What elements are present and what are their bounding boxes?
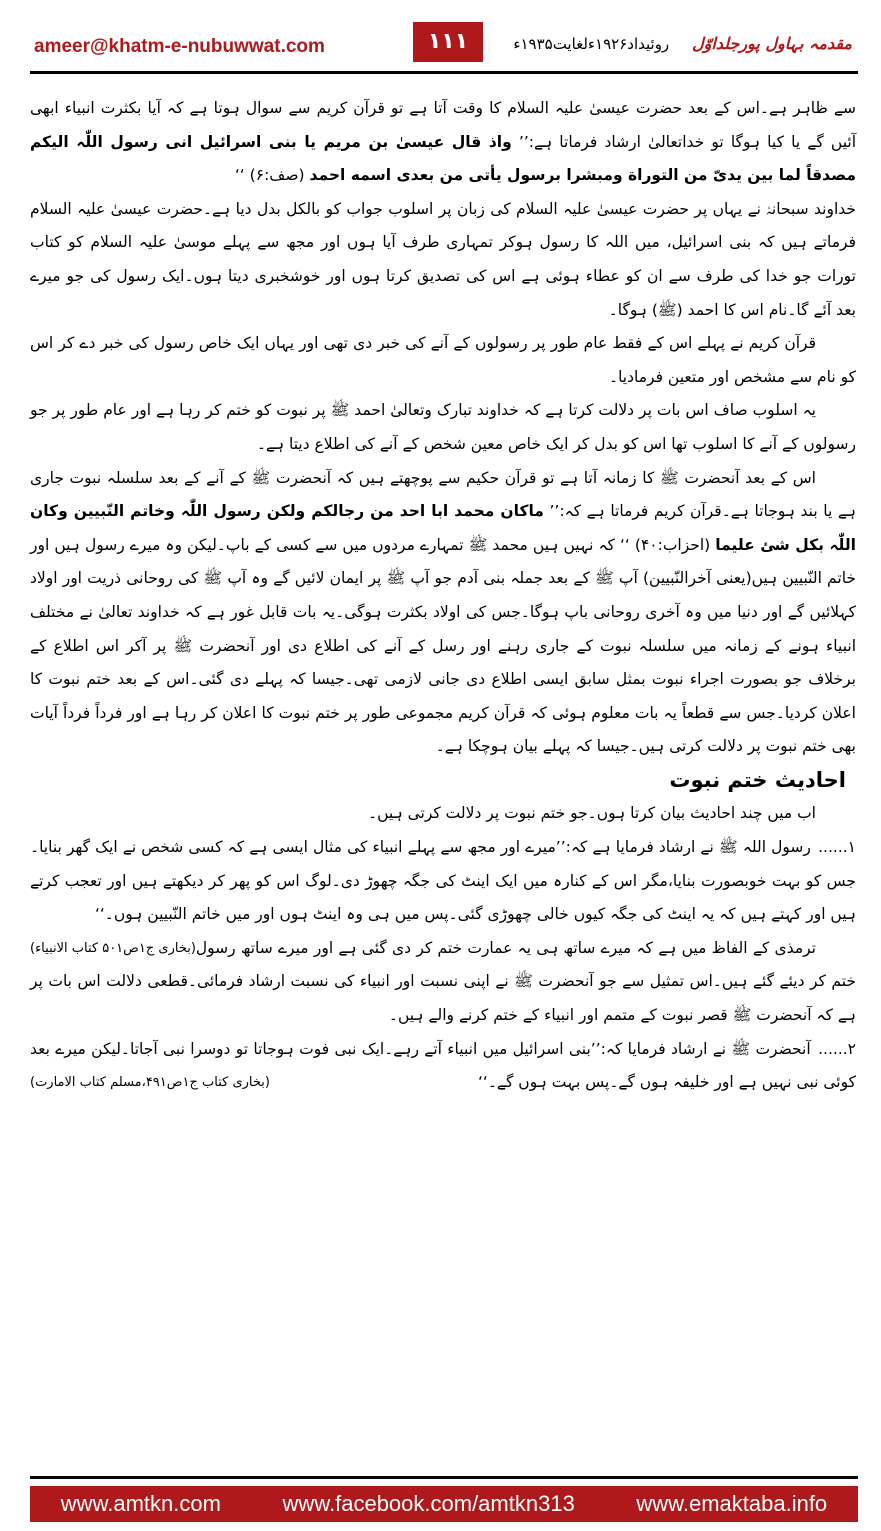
hadith-1-reference: (بخاری ج۱ص۵۰۱ کتاب الانبیاء) (30, 940, 196, 956)
paragraph-6: اب میں چند احادیث بیان کرتا ہوں۔جو ختم نبوت پر دلالت کرتی ہیں۔ (368, 804, 816, 823)
page-body (30, 92, 856, 1100)
footer-link-facebook[interactable]: www.facebook.com/amtkn313 (282, 1491, 575, 1516)
footer-bar (30, 1486, 858, 1522)
header-title-block (513, 34, 852, 53)
quran-verse-saff: واذ قال عیسیٰ بن مریم یا بنی اسرائیل انی رسول اللّٰہ الیکم مصدقاً لما بین یدیّ من التوراة ومبشرا برسول یأتی من بعدی اسمه احمد (30, 132, 856, 185)
paragraph-7: ترمذی کے الفاظ میں ہے کہ میرے ساتھ ہی یہ عمارت ختم کر دی گئی ہے اور میرے ساتھ رسول ختم کر دیئے گئے ہیں۔اس تمثیل سے جو آنحضرت ﷺ نے اپنی نسبت اور انبیاء کی نسبت ارشاد فرمائی۔قطعی دلالت اس بات پر ہے کہ آنحضرت ﷺ قصر نبوت کے متمم اور انبیاء کے ختم کرنے والے ہیں۔ (30, 938, 856, 1025)
hadith-2-reference: (بخاری کتاب ج۱ص۴۹۱،مسلم کتاب الامارت) (30, 1075, 270, 1091)
paragraph-3: قرآن کریم نے پہلے اس کے فقط عام طور پر رسولوں کے آنے کی خبر دی تھی اور یہاں ایک خاص رسول کی خبر دے کر اس کو نام سے مشخص اور متعین فرمادیا۔ (30, 334, 856, 386)
page-header (30, 22, 858, 72)
hadith-1: ۱...... رسول اللہ ﷺ نے ارشاد فرمایا ہے کہ:’’میرے اور مجھ سے پہلے انبیاء کی مثال ایسی ہے کہ کسی شخص نے ایک گھر بنایا۔جس کو بہت خوبصورت بنایا،مگر اس کے کنارہ میں ایک اینٹ کی جگہ چھوڑ دی۔لوگ اس کو پھر کر دیکھتے ہیں اور تعجب کرتے ہیں اور کہتے ہیں کہ یہ اینٹ کی جگہ کیوں خالی چھوڑی گئی۔پس میں ہی وہ اینٹ ہوں اور میں خاتم النّبیین ہوں۔‘‘ (بخاری ج۱ص۵۰۱ کتاب الانبیاء) (30, 831, 856, 932)
quran-verse-ahzab: ماکان محمد ابا احد من رجالکم ولکن رسول اللّٰہ وخاتم النّبیین وکان اللّٰہ بکل شئ علیما (30, 502, 856, 554)
book-title: مقدمہ بہاول پورجلداوّل (691, 34, 852, 53)
hadith-2: ۲...... آنحضرت ﷺ نے ارشاد فرمایا کہ:’’بنی اسرائیل میں انبیاء آتے رہے۔ایک نبی فوت ہوجاتا تو دوسرا نبی آجاتا۔لیکن میرے بعد کوئی نبی نہیں ہے اور خلیفہ ہوں گے۔پس بہت ہوں گے۔‘‘ (بخاری کتاب ج۱ص۴۹۱،مسلم کتاب الامارت) (30, 1033, 856, 1100)
header-email[interactable]: ameer@khatm-e-nubuwwat.com (34, 36, 325, 57)
footer-rule (30, 1476, 858, 1479)
ref-saff: (صف:۶) (249, 166, 305, 185)
paragraph-1: سے ظاہر ہے۔اس کے بعد حضرت عیسیٰ علیہ السلام کا وقت آتا ہے تو قرآن کریم سے سوال ہوتا ہے کہ آیا بکثرت انبیاء ابھی آئیں گے یا کیا ہوگا تو خداتعالیٰ ارشاد فرماتا ہے:’’ واذ قال عیسیٰ بن مریم یا بنی اسرائیل انی رسول اللّٰہ الیکم مصدقاً لما بین یدیّ من التوراة ومبشرا برسول یأتی من بعدی اسمه احمد (صف:۶) ‘‘ (30, 99, 857, 185)
hadith-2-number: ۲...... (818, 1039, 856, 1058)
paragraph-5: اس کے بعد آنحضرت ﷺ کا زمانہ آتا ہے تو قرآن حکیم سے پوچھتے ہیں کہ آنحضرت ﷺ کے آنے کے بعد سلسلہ نبوت جاری ہے یا بند ہوجاتا ہے۔قرآن کریم فرماتا ہے کہ:’’ ماکان محمد ابا احد من رجالکم ولکن رسول اللّٰہ وخاتم النّبیین وکان اللّٰہ بکل شئ علیما (احزاب:۴۰) ‘‘ کہ نہیں ہیں محمد ﷺ تمہارے مردوں میں سے کسی کے باپ۔لیکن وہ میرے رسول ہیں اور خاتم النّبیین ہیں(یعنی آخرالنّبیین) آپ ﷺ کے بعد جملہ بنی آدم جو آپ ﷺ پر ایمان لائیں گے وہ آپ ﷺ کی روحانی ذریت اور اولاد کہلائیں گے اور دنیا میں وہ آخری روحانی باپ ہوگا۔جس کی اولاد بکثرت ہوگی۔یہ بات قابل غور ہے کہ خداوند تعالیٰ نے مختلف انبیاء ہونے کے زمانہ میں سلسلہ نبوت کے جاری رہنے اور رسل کے آنے کی اطلاع دی اور آنحضرت ﷺ پر آکر اس اطلاع کے برخلاف جو بصورت اجراء نبوت بمثل سابق ایسی اطلاع دی جانی لازمی تھی۔جیسا کہ پہلے دی گئی۔اس کے بعد ختم نبوت کا اعلان کردیا۔جس سے قطعاً یہ بات معلوم ہوئی کہ قرآن کریم مجموعی طور پر ختم نبوت کا اعلان کر رہا ہے اور فرداً فرداً آیات بھی ختم نبوت پر دلالت کرتی ہیں۔جیسا کہ پہلے بیان ہوچکا ہے۔ (30, 468, 856, 756)
footer-link-amtkn[interactable]: www.amtkn.com (60, 1491, 221, 1516)
paragraph-2: خداوند سبحانہٗ نے یہاں پر حضرت عیسیٰ علیہ السلام کی زبان پر اسلوب جواب کو بالکل بدل دیا ہے۔حضرت عیسیٰ علیہ السلام فرماتے ہیں کہ بنی اسرائیل، میں اللہ کا رسول ہوکر تمہاری طرف آیا ہوں اور مجھ سے پہلے موسیٰ علیہ السلام کو کتاب تورات جو خدا کی طرف سے ان کو عطاء ہوئی ہے اس کی تصدیق کرتا ہوں اور خوشخبری دیتا ہوں۔ایک رسول کی جو میرے بعد آئے گا۔نام اس کا احمد (ﷺ) ہوگا۔ (30, 199, 856, 319)
footer-link-emaktaba[interactable]: www.emaktaba.info (636, 1491, 828, 1516)
page-number: ۱۱۱ (413, 22, 483, 62)
header-rule (30, 71, 858, 74)
section-heading: احادیث ختم نبوت (669, 767, 846, 792)
paragraph-4: یہ اسلوب صاف اس بات پر دلالت کرتا ہے کہ خداوند تبارک وتعالیٰ احمد ﷺ پر نبوت کو ختم کر رہا ہے اور عام طور پر جو رسولوں کے آنے کا اسلوب تھا اس کو بدل کر ایک خاص معین شخص کے آنے کی اطلاع دیتا ہے۔ (30, 401, 856, 453)
ref-ahzab: (احزاب:۴۰) (634, 535, 711, 554)
hadith-1-number: ۱...... (818, 838, 856, 857)
book-years: روئیداد۱۹۲۶ءلغایت۱۹۳۵ء (513, 35, 670, 53)
